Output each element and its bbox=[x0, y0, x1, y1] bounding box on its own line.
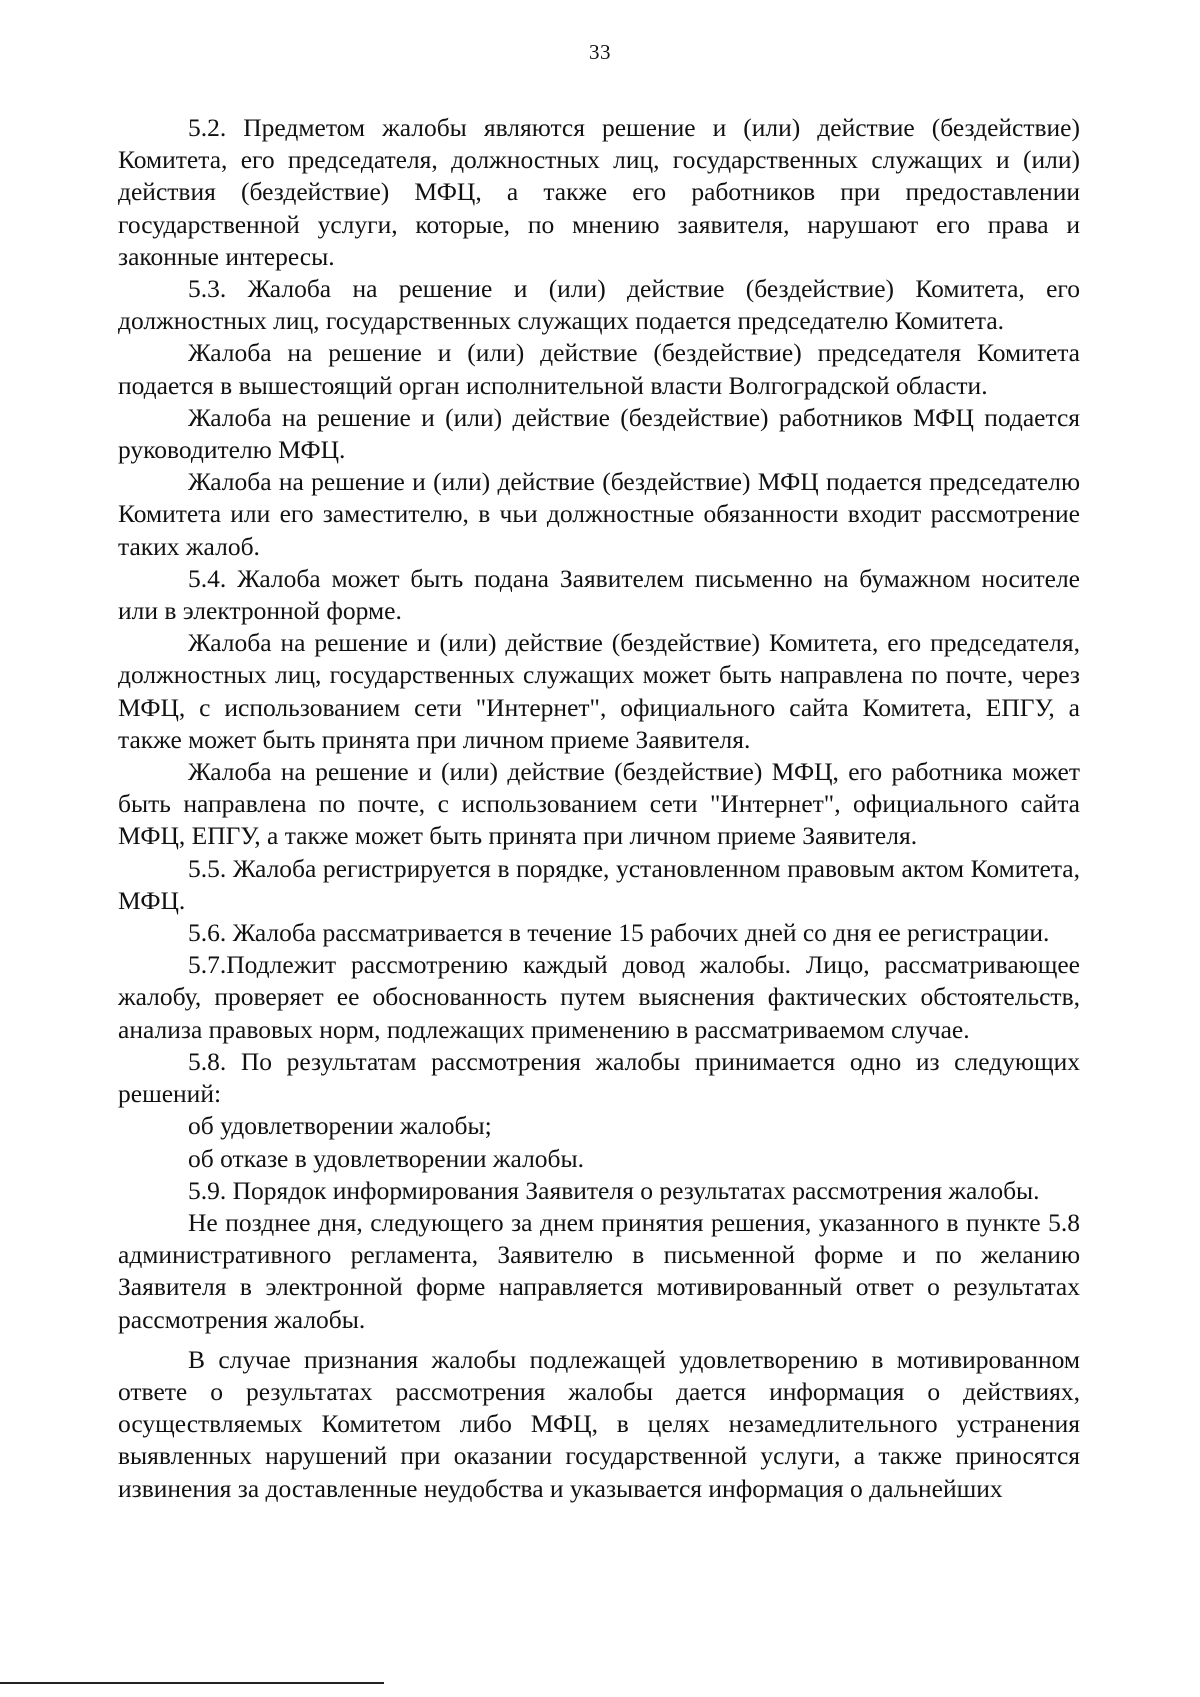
paragraph-5-9: 5.9. Порядок информирования Заявителя о результатах рассмотрения жалобы. bbox=[188, 1175, 1040, 1205]
bottom-edge-line bbox=[0, 1682, 384, 1684]
paragraph-5-4: 5.4. Жалоба может быть подана Заявителем письменно на бумажном носителе или в электронной форме. bbox=[118, 563, 1080, 626]
paragraph-5-5: 5.5. Жалоба регистрируется в порядке, установленном правовым актом Комитета, МФЦ. bbox=[118, 853, 1080, 915]
paragraph-5-7: 5.7.Подлежит рассмотрению каждый довод жалобы. Лицо, рассматривающее жалобу, проверяет ее обоснованность путем выяснения фактических обстоятельств, анализа правовых норм, подлежащих применению в рассматриваемом случае. bbox=[118, 950, 1080, 1044]
paragraph-decision-refuse: об отказе в удовлетворении жалобы. bbox=[188, 1143, 585, 1173]
paragraph-response-content: В случае признания жалобы подлежащей удовлетворению в мотивированном ответе о результатах рассмотрения жалобы дается информация о действиях, осуществляемых Комитетом либо МФЦ, в целях незамедлительного устранения выявленных нарушений при оказании государственной услуги, а также приносятся извинения за доставленные неудобства и указывается информация о дальнейших bbox=[118, 1344, 1080, 1503]
paragraph-complaint-mfc-channels: Жалоба на решение и (или) действие (бездействие) МФЦ, его работника может быть направлена по почте, с использованием сети "Интернет", официального сайта МФЦ, ЕПГУ, а также может быть принята при личном приеме Заявителя. bbox=[118, 757, 1080, 851]
paragraph-complaint-mfc: Жалоба на решение и (или) действие (бездействие) МФЦ подается председателю Комитета или его заместителю, в чьи должностные обязанности входит рассмотрение таких жалоб. bbox=[118, 467, 1080, 561]
paragraph-5-6: 5.6. Жалоба рассматривается в течение 15 рабочих дней со дня ее регистрации. bbox=[188, 918, 1050, 948]
paragraph-complaint-committee-channels: Жалоба на решение и (или) действие (бездействие) Комитета, его председателя, должностных лиц, государственных служащих может быть направлена по почте, через МФЦ, с использованием сети "Интернет", официального сайта Комитета, ЕПГУ, а также может быть принята при личном приеме Заявителя. bbox=[118, 628, 1080, 754]
paragraph-5-8: 5.8. По результатам рассмотрения жалобы принимается одно из следующих решений: bbox=[118, 1046, 1080, 1109]
paragraph-complaint-chairman: Жалоба на решение и (или) действие (бездействие) председателя Комитета подается в вышестоящий орган исполнительной власти Волгоградской области. bbox=[118, 338, 1080, 400]
page-number: 33 bbox=[589, 40, 611, 64]
paragraph-response-deadline: Не позднее дня, следующего за днем принятия решения, указанного в пункте 5.8 административного регламента, Заявителю в письменной форме и по желанию Заявителя в электронной форме направляется мотивированный ответ о результатах рассмотрения жалобы. bbox=[118, 1207, 1080, 1334]
document-body bbox=[118, 112, 1080, 1505]
paragraph-5-3: 5.3. Жалоба на решение и (или) действие (бездействие) Комитета, его должностных лиц, государственных служащих подается председателю Комитета. bbox=[118, 274, 1080, 336]
paragraph-5-2: 5.2. Предметом жалобы являются решение и (или) действие (бездействие) Комитета, его председателя, должностных лиц, государственных служащих и (или) действия (бездействие) МФЦ, а также его работников при предоставлении государственной услуги, которые, по мнению заявителя, нарушают его права и законные интересы. bbox=[118, 113, 1080, 271]
paragraph-complaint-mfc-workers: Жалоба на решение и (или) действие (бездействие) работников МФЦ подается руководителю МФЦ. bbox=[118, 402, 1080, 465]
paragraph-decision-satisfy: об удовлетворении жалобы; bbox=[188, 1111, 492, 1141]
